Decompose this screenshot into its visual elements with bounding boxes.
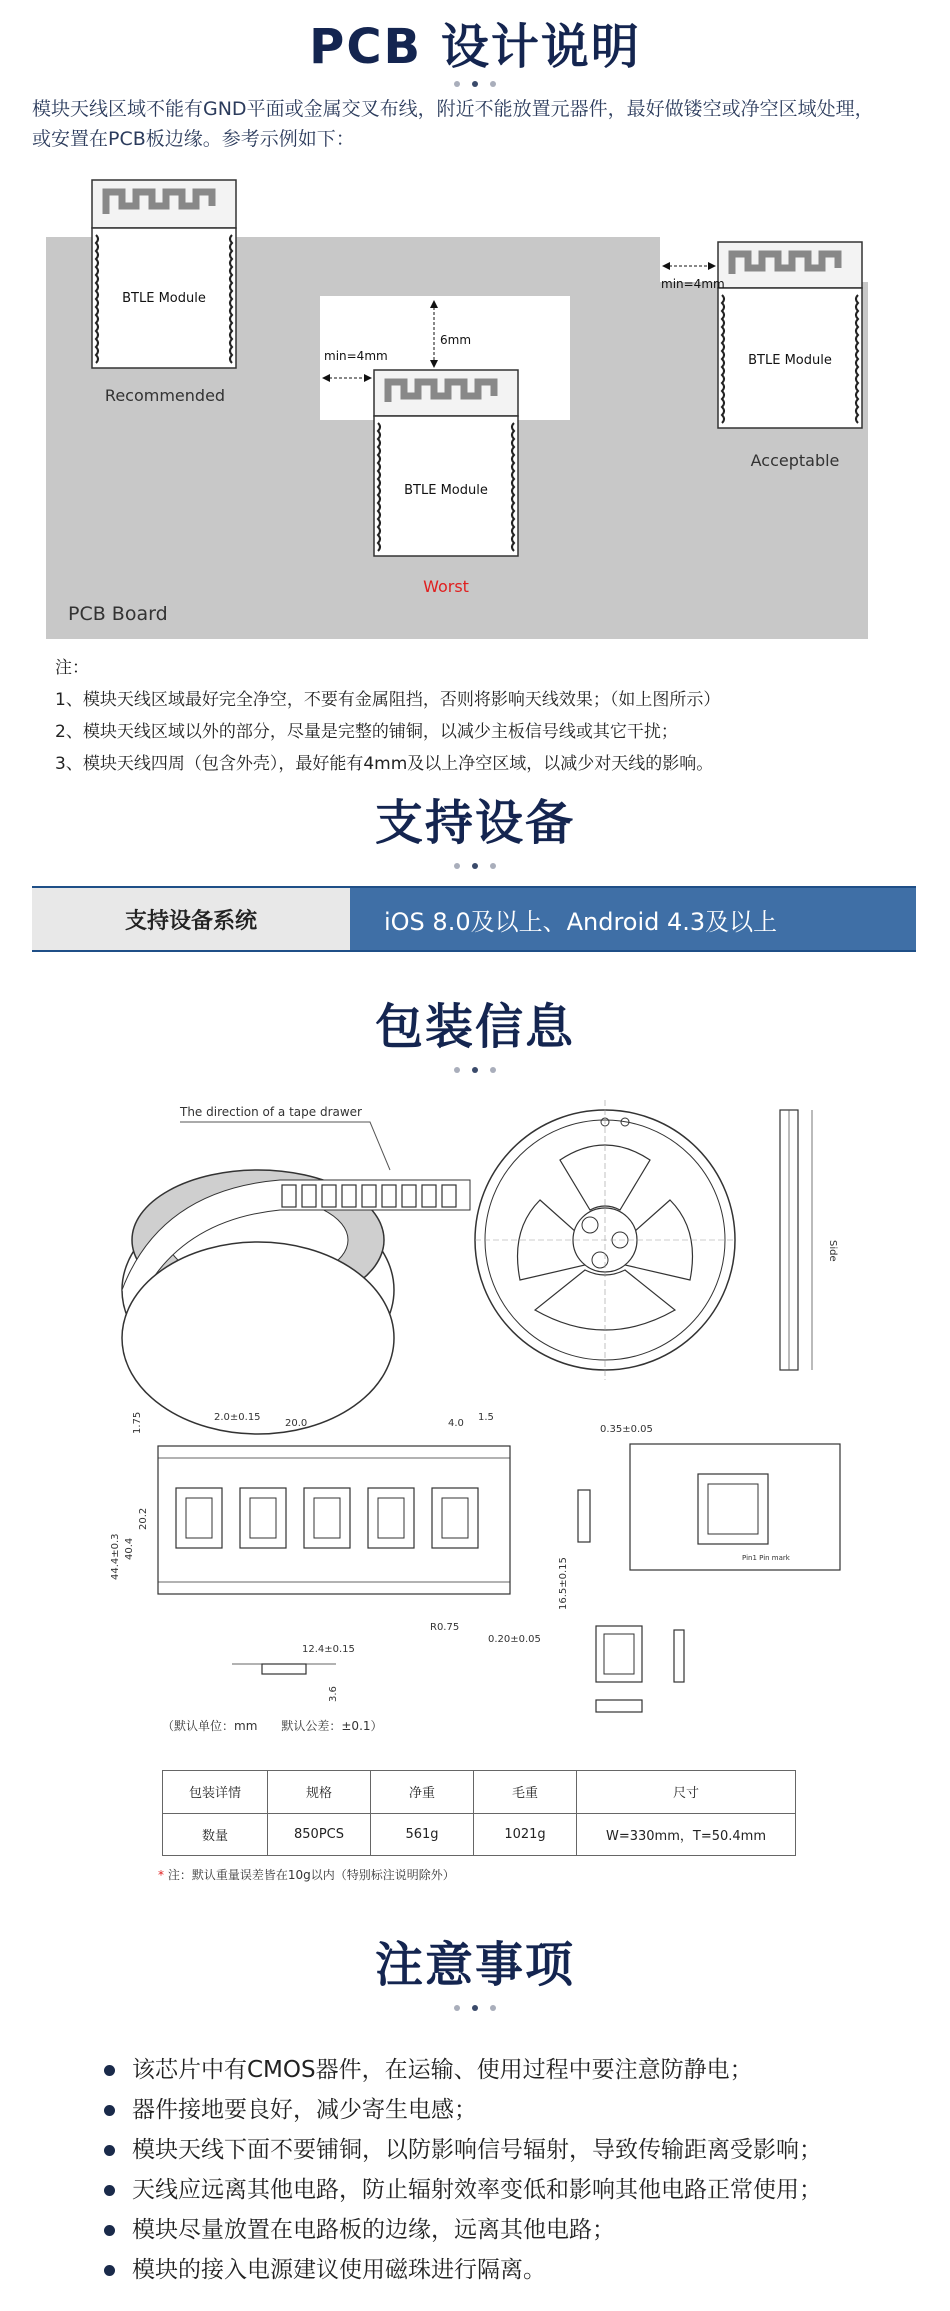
- reel-side-view: [780, 1110, 838, 1370]
- list-item: 该芯片中有CMOS器件，在运输、使用过程中要注意防静电；: [100, 2050, 930, 2090]
- reel-side-label: Side: [827, 1240, 838, 1262]
- list-item: 天线应远离其他电路，防止辐射效率变低和影响其他电路正常使用；: [100, 2170, 930, 2210]
- dim-min4-right: min=4mm: [661, 277, 725, 291]
- dim-12-4: 12.4±0.15: [302, 1644, 355, 1655]
- note-item: 2、模块天线区域以外的部分，尽量是完整的铺铜，以减少主板信号线或其它干扰；: [55, 722, 678, 742]
- table-header: 规格: [268, 1771, 371, 1814]
- support-table: [32, 886, 916, 952]
- dim-6mm: 6mm: [440, 333, 472, 347]
- worst-module-label: BTLE Module: [404, 483, 488, 498]
- dim-2-0: 2.0±0.15: [214, 1412, 261, 1423]
- dim-3-6: 3.6: [328, 1686, 339, 1702]
- pcb-intro: [32, 94, 922, 154]
- table-cell: 1021g: [474, 1813, 577, 1856]
- dim-4-0: 4.0: [448, 1418, 464, 1429]
- list-item: 模块尽量放置在电路板的边缘，远离其他电路；: [100, 2210, 930, 2250]
- support-key: 支持设备系统: [32, 888, 350, 950]
- notes-title: 注：: [55, 658, 89, 678]
- pcb-notes: [55, 652, 915, 780]
- table-header: 净重: [371, 1771, 474, 1814]
- dim-20-0: 20.0: [285, 1418, 308, 1429]
- acceptable-module: [718, 242, 862, 428]
- precautions-title-dots: [0, 2002, 950, 2011]
- list-item: 器件接地要良好，减少寄生电感；: [100, 2090, 930, 2130]
- support-section-title: 支持设备: [374, 795, 575, 851]
- dim-1-75: 1.75: [132, 1411, 143, 1434]
- dim-16-5: 16.5±0.15: [558, 1557, 569, 1610]
- unit-note: （默认单位：mm 默认公差：±0.1）: [162, 1719, 383, 1733]
- packaging-table: [162, 1770, 796, 1856]
- packaging-section-title: 包装信息: [374, 999, 575, 1055]
- precautions-list: [100, 2050, 930, 2290]
- reel-front-view: [475, 1100, 735, 1380]
- acceptable-label: Acceptable: [750, 451, 840, 470]
- list-item: 模块的接入电源建议使用磁珠进行隔离。: [100, 2250, 930, 2290]
- asterisk-icon: *: [158, 1868, 164, 1882]
- dim-44-4: 44.4±0.3: [110, 1533, 121, 1580]
- dim-min4-left: min=4mm: [324, 349, 388, 363]
- weight-note-text: 注：默认重量误差皆在10g以内（特别标注说明除外）: [167, 1868, 455, 1882]
- pcb-layout-diagram: [0, 170, 950, 650]
- table-row: [163, 1813, 796, 1856]
- dim-0-20: 0.20±0.05: [488, 1634, 541, 1645]
- dim-0-35: 0.35±0.05: [600, 1424, 653, 1435]
- dim-20-2: 20.2: [138, 1507, 149, 1530]
- tape-direction-label: The direction of a tape drawer: [180, 1105, 362, 1119]
- pcb-intro-line2: 或安置在PCB板边缘。参考示例如下：: [32, 128, 355, 150]
- pcb-board-label: PCB Board: [68, 603, 168, 625]
- table-cell: W=330mm，T=50.4mm: [577, 1813, 796, 1856]
- note-item: 1、模块天线区域最好完全净空，不要有金属阻挡，否则将影响天线效果；（如上图所示）: [55, 690, 721, 710]
- list-item: 模块天线下面不要铺铜，以防影响信号辐射，导致传输距离受影响；: [100, 2130, 930, 2170]
- worst-module: [374, 370, 518, 556]
- dim-r0-75: R0.75: [430, 1622, 460, 1633]
- table-cell: 561g: [371, 1813, 474, 1856]
- precautions-section-title: 注意事项: [374, 1937, 575, 1993]
- support-title-dots: [0, 860, 950, 869]
- recommended-module-label: BTLE Module: [122, 291, 206, 306]
- table-header: 毛重: [474, 1771, 577, 1814]
- table-header: 包装详情: [163, 1771, 268, 1814]
- table-header-row: [163, 1771, 796, 1814]
- dim-40-4: 40.4: [124, 1537, 135, 1560]
- pcb-section-title: PCB 设计说明: [309, 19, 641, 75]
- pocket-detail: [558, 1424, 840, 1712]
- table-cell: 数量: [163, 1813, 268, 1856]
- weight-note: [158, 1866, 455, 1883]
- acceptable-module-label: BTLE Module: [748, 353, 832, 368]
- worst-label: Worst: [423, 577, 469, 596]
- pcb-intro-line1: 模块天线区域不能有GND平面或金属交叉布线，附近不能放置元器件，最好做镂空或净空区域处理，: [32, 98, 874, 120]
- pcb-title-dots: [0, 78, 950, 87]
- dim-1-5: 1.5: [478, 1412, 494, 1423]
- recommended-label: Recommended: [104, 386, 226, 405]
- carrier-tape-top-view: [110, 1412, 541, 1702]
- packaging-title-dots: [0, 1064, 950, 1073]
- tape-reel-perspective: [122, 1105, 470, 1434]
- note-item: 3、模块天线四周（包含外壳），最好能有4mm及以上净空区域，以减少对天线的影响。: [55, 754, 714, 774]
- table-header: 尺寸: [577, 1771, 796, 1814]
- table-cell: 850PCS: [268, 1813, 371, 1856]
- pin-mark-label: Pin1 Pin mark: [742, 1554, 790, 1562]
- recommended-module: [92, 180, 236, 368]
- support-value: iOS 8.0及以上、Android 4.3及以上: [350, 888, 916, 950]
